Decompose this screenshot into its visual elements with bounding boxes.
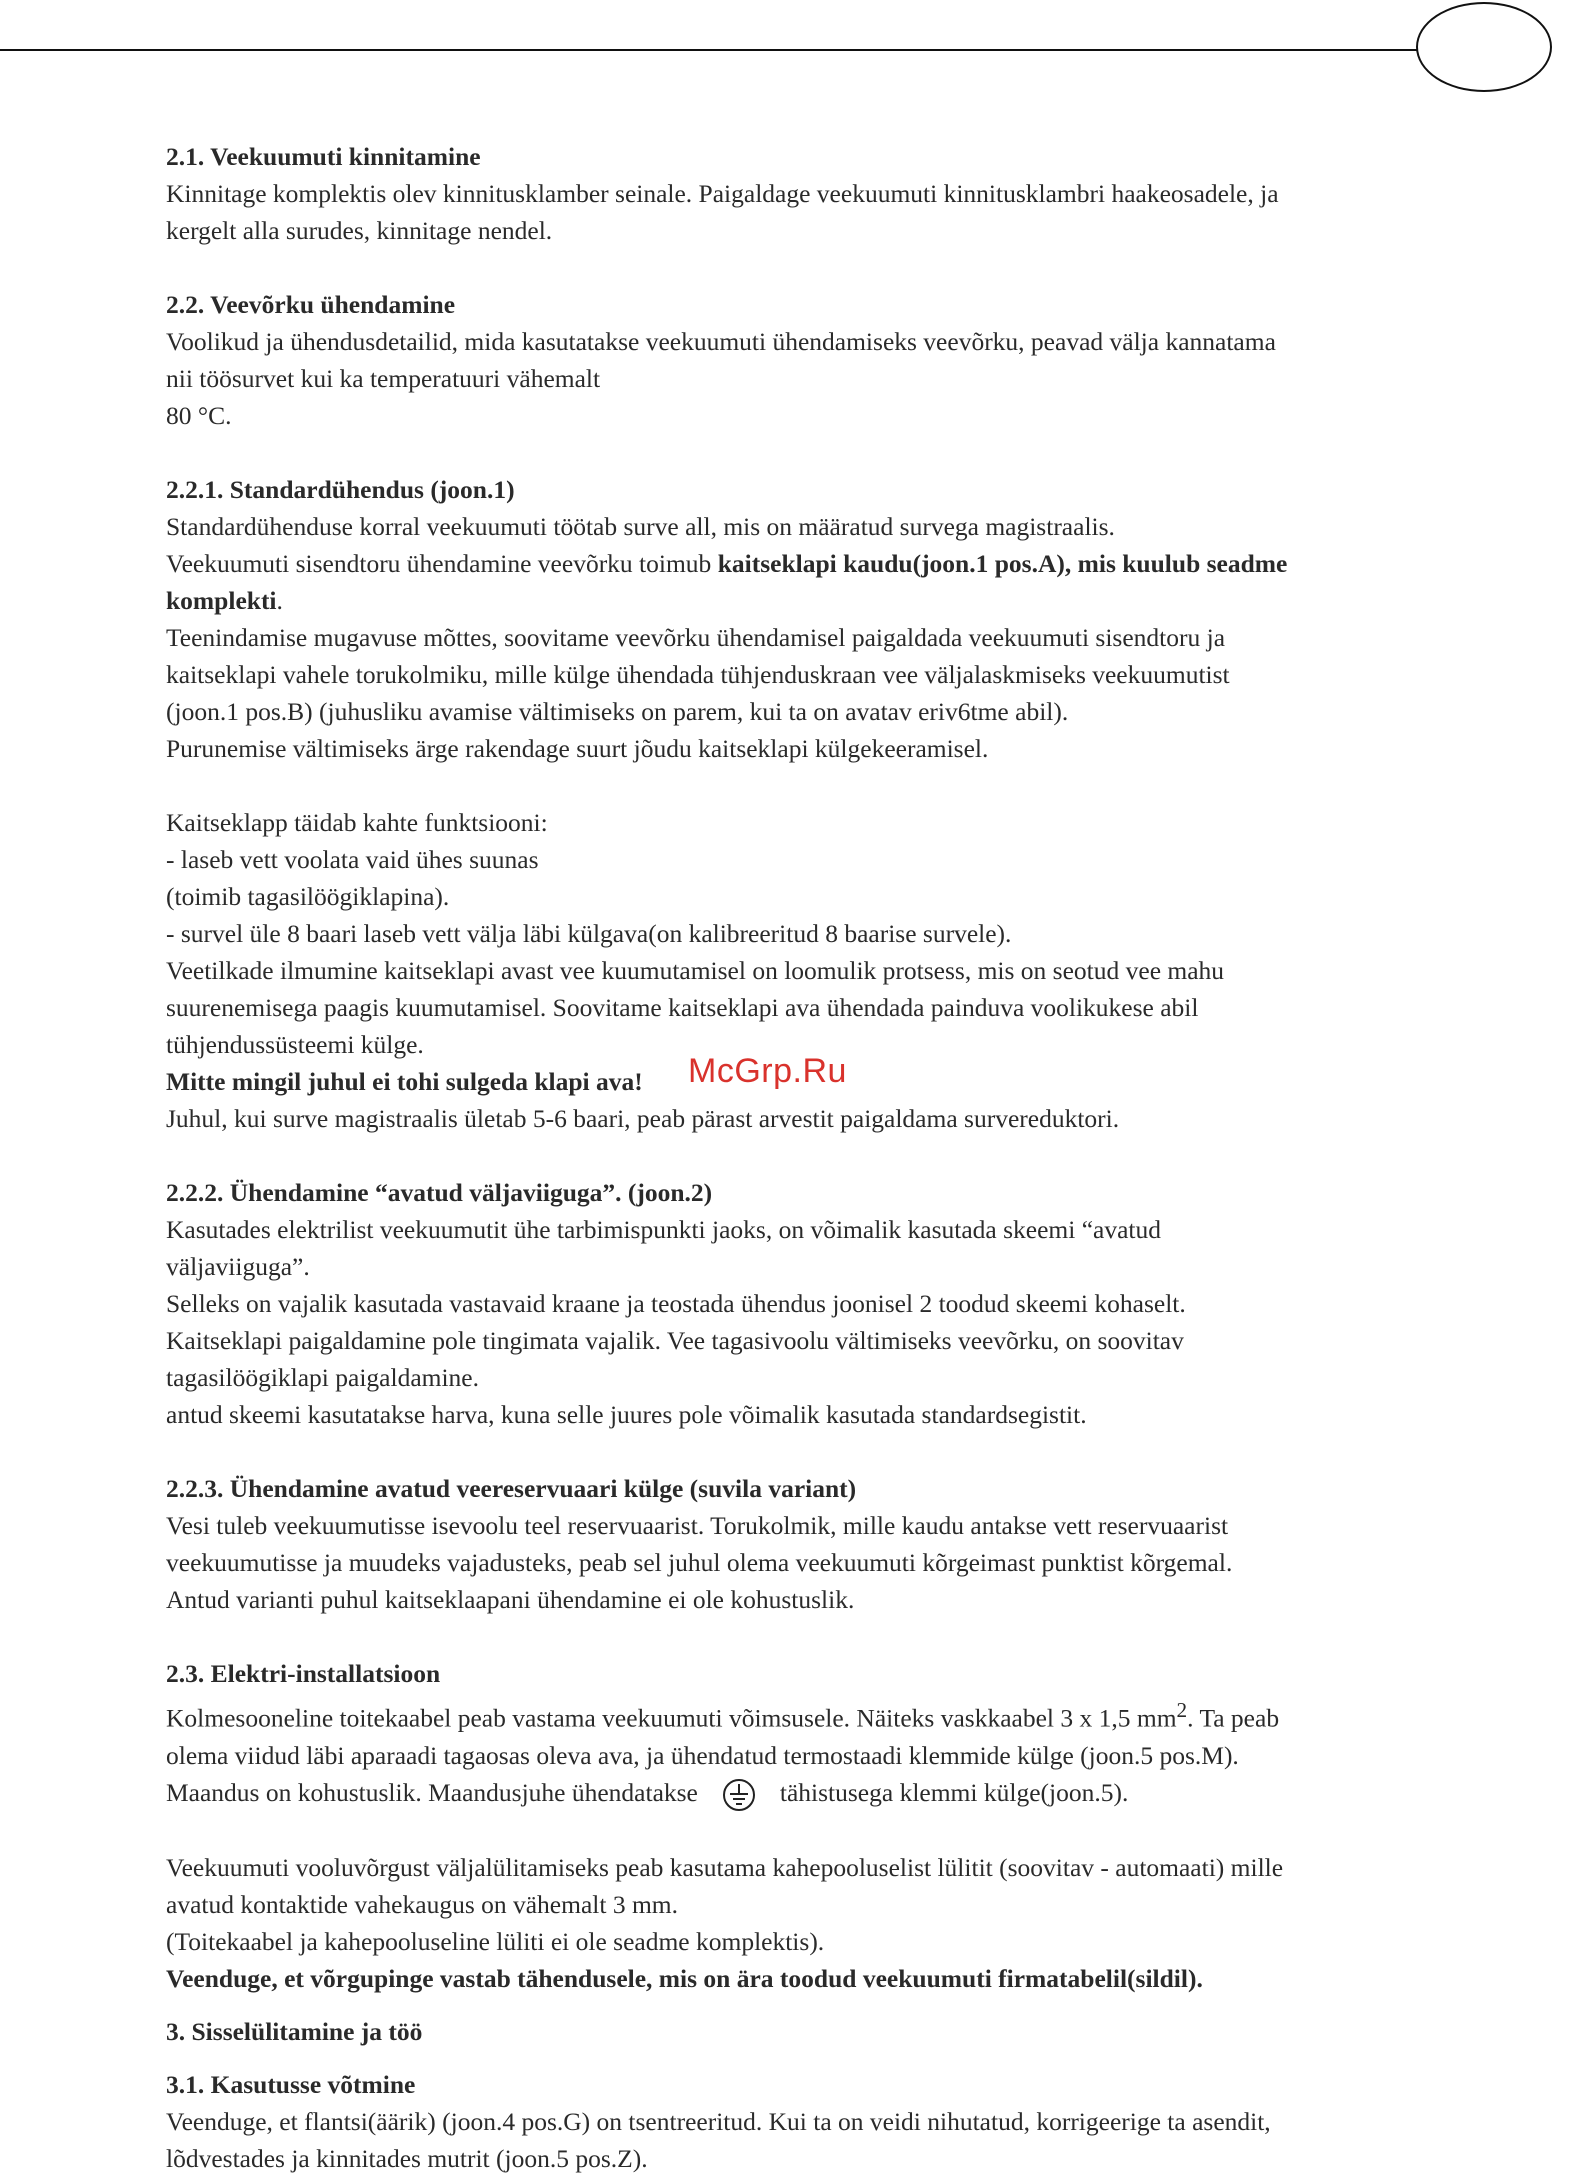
text-line: väljaviiguga”. xyxy=(166,1252,310,1281)
text-segment: . xyxy=(276,586,283,615)
header-rule xyxy=(0,49,1418,51)
section-3-title: 3. Sisselülitamine ja töö xyxy=(166,2016,423,2046)
text-line: Veenduge, et flantsi(äärik) (joon.4 pos.G) on tsentreeritud. Kui ta on veidi nihutatud, korrigeerige ta asendit, xyxy=(166,2106,1271,2136)
text-line: kaitseklapi vahele torukolmiku, mille külge ühendada tühjenduskraan vee väljalaskmiseks veekuumutist xyxy=(166,660,1230,689)
warning-text: Veenduge, et võrgupinge vastab tähendusele, mis on ära toodud veekuumuti firmatabelil(sildil). xyxy=(166,1963,1203,1993)
section-2-3-title: 2.3. Elektri-installatsioon xyxy=(166,1659,441,1688)
text-line: Teenindamise mugavuse mõttes, soovitame veevõrku ühendamisel paigaldada veekuumuti sisendtoru ja xyxy=(166,623,1226,652)
section-2-2-1-title: 2.2.1. Standardühendus (joon.1) xyxy=(166,475,515,504)
text-line: - survel üle 8 baari laseb vett välja läbi külgava(on kalibreeritud 8 baarise survele). xyxy=(166,919,1012,948)
text-line: Antud varianti puhul kaitseklaapani ühendamine ei ole kohustuslik. xyxy=(166,1585,855,1614)
watermark: McGrp.Ru xyxy=(688,1052,847,1090)
text-line: (Toitekaabel ja kahepooluseline lüliti ei ole seadme komplektis). xyxy=(166,1926,825,1956)
text-line: Standardühenduse korral veekuumuti töötab surve all, mis on määratud survega magistraalis. xyxy=(166,512,1115,541)
text-line: kergelt alla surudes, kinnitage nendel. xyxy=(166,216,553,245)
text-line: Kaitseklapi paigaldamine pole tingimata vajalik. Vee tagasivoolu vältimiseks veevõrku, on soovitav xyxy=(166,1326,1184,1355)
text-line: tagasilöögiklapi paigaldamine. xyxy=(166,1363,479,1392)
text-line xyxy=(166,1692,1546,1737)
text-segment: Kolmesooneline toitekaabel peab vastama veekuumuti võimsusele. Näiteks vaskkaabel 3 x 1,5 mm xyxy=(166,1703,1177,1733)
section-2-1-title: 2.1. Veekuumuti kinnitamine xyxy=(166,142,481,171)
text-line: - laseb vett voolata vaid ühes suunas xyxy=(166,845,539,874)
text-line: nii töösurvet kui ka temperatuuri vähemalt xyxy=(166,364,601,393)
text-line: Voolikud ja ühendusdetailid, mida kasutatakse veekuumuti ühendamiseks veevõrku, peavad välja kannatama xyxy=(166,327,1276,356)
text-line: antud skeemi kasutatakse harva, kuna selle juures pole võimalik kasutada standardsegistit. xyxy=(166,1400,1087,1429)
section-2-2-2-title: 2.2.2. Ühendamine “avatud väljaviiguga”. (joon.2) xyxy=(166,1178,713,1207)
text-line: Kasutades elektrilist veekuumutit ühe tarbimispunkti jaoks, on võimalik kasutada skeemi “avatud xyxy=(166,1215,1161,1244)
text-line: Selleks on vajalik kasutada vastavaid kraane ja teostada ühendus joonisel 2 toodud skeemi kohaselt. xyxy=(166,1289,1186,1318)
text-line: Kaitseklapp täidab kahte funktsiooni: xyxy=(166,808,548,837)
section-3-1-title: 3.1. Kasutusse võtmine xyxy=(166,2069,416,2099)
section-2-2-title: 2.2. Veevõrku ühendamine xyxy=(166,290,456,319)
text-line: Vesi tuleb veekuumutisse isevoolu teel reservuaarist. Torukolmik, mille kaudu antakse vett reservuaarist xyxy=(166,1511,1229,1540)
superscript: 2 xyxy=(1176,1698,1188,1722)
text-line: Juhul, kui surve magistraalis ületab 5-6 baari, peab pärast arvestit paigaldama survereduktori. xyxy=(166,1104,1120,1133)
text-line xyxy=(166,582,1546,619)
text-line: Veetilkade ilmumine kaitseklapi avast vee kuumutamisel on loomulik protsess, mis on seotud vee mahu xyxy=(166,956,1225,985)
text-line: (toimib tagasilöögiklapina). xyxy=(166,882,450,911)
text-line: lõdvestades ja kinnitades mutrit (joon.5 pos.Z). xyxy=(166,2143,648,2173)
text-segment: Maandus on kohustuslik. Maandusjuhe ühendatakse xyxy=(166,1777,698,1807)
warning-text: Mitte mingil juhul ei tohi sulgeda klapi ava! xyxy=(166,1067,643,1096)
earth-ground-icon xyxy=(722,1778,756,1812)
text-line: avatud kontaktide vahekaugus on vähemalt 3 mm. xyxy=(166,1889,678,1919)
text-line: Kinnitage komplektis olev kinnitusklamber seinale. Paigaldage veekuumuti kinnitusklambri haakeosadele, ja xyxy=(166,179,1279,208)
emphasis-text: kaitseklapi kaudu(joon.1 pos.A), mis kuulub seadme xyxy=(717,549,1288,578)
text-line: veekuumutisse ja muudeks vajadusteks, peab sel juhul olema veekuumuti kõrgeimast punktist kõrgemal. xyxy=(166,1548,1233,1577)
text-line xyxy=(166,1774,1546,1812)
emphasis-text: komplekti xyxy=(166,586,277,615)
text-line: 80 °C. xyxy=(166,401,232,430)
text-line: (joon.1 pos.B) (juhusliku avamise vältimiseks on parem, kui ta on avatav eriv6tme abil). xyxy=(166,697,1069,726)
document-body xyxy=(166,138,1546,2177)
text-segment: tähistusega klemmi külge(joon.5). xyxy=(779,1777,1129,1807)
text-line: olema viidud läbi aparaadi tagaosas oleva ava, ja ühendatud termostaadi klemmide külge (joon.5 pos.M). xyxy=(166,1740,1239,1770)
text-line: suurenemisega paagis kuumutamisel. Soovitame kaitseklapi ava ühendada painduva voolikukese abil xyxy=(166,993,1199,1022)
text-line: Purunemise vältimiseks ärge rakendage suurt jõudu kaitseklapi külgekeeramisel. xyxy=(166,734,989,763)
section-2-2-3-title: 2.2.3. Ühendamine avatud veereservuaari külge (suvila variant) xyxy=(166,1474,857,1503)
text-segment: . Ta peab xyxy=(1187,1703,1280,1733)
text-line xyxy=(166,545,1546,582)
text-segment: Veekuumuti sisendtoru ühendamine veevõrku toimub xyxy=(166,549,718,578)
text-line: Veekuumuti vooluvõrgust väljalülitamiseks peab kasutama kahepooluselist lülitit (soovitav - automaati) mille xyxy=(166,1852,1284,1882)
page-number-oval xyxy=(1416,2,1552,92)
text-line: tühjendussüsteemi külge. xyxy=(166,1030,424,1059)
